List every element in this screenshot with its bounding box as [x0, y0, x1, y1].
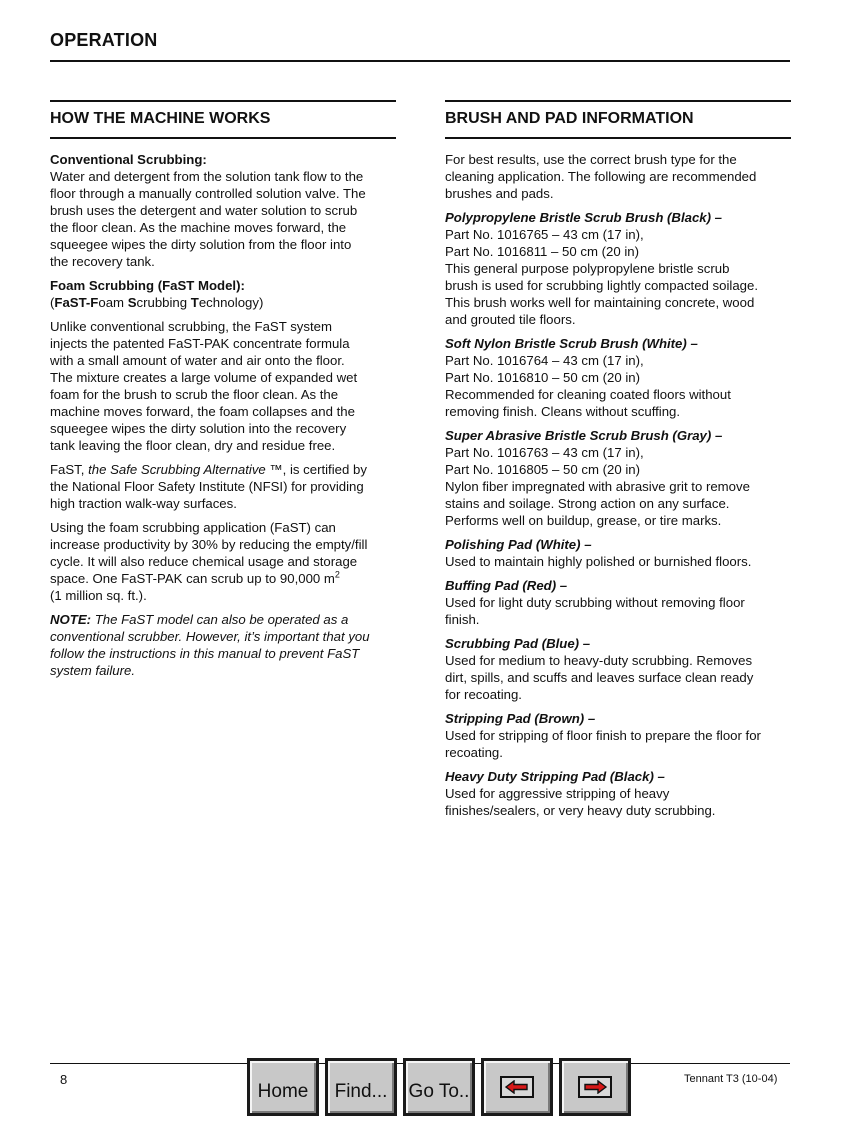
text-line: squeegee wipes the dirty solution from the floor into — [50, 237, 352, 252]
text-fragment: crubbing — [136, 295, 191, 310]
text-line: For best results, use the correct brush type for the — [445, 152, 737, 167]
text-line: finish. — [445, 612, 480, 627]
trademark-slogan: the Safe Scrubbing Alternative ™ — [88, 462, 283, 477]
text-line: foam for the brush to scrub the floor clean. As the — [50, 387, 339, 402]
text-fragment: T — [190, 295, 199, 310]
text-line: finishes/sealers, or very heavy duty scrubbing. — [445, 803, 716, 818]
text-line: for recoating. — [445, 687, 522, 702]
section-rule — [445, 137, 791, 139]
item-heading: Stripping Pad (Brown) – — [445, 711, 596, 726]
note-label: NOTE: — [50, 612, 92, 627]
text-fragment: FaST, — [50, 462, 89, 477]
section-title-how-machine-works: HOW THE MACHINE WORKS — [50, 110, 271, 127]
find-button[interactable]: Find... — [325, 1058, 397, 1116]
text-line: floor through a manually controlled solution valve. The — [50, 186, 366, 201]
text-fragment: space. One FaST-PAK can scrub up to 90,000 m — [50, 571, 335, 586]
text-fragment: echnology) — [198, 295, 264, 310]
text-fragment: ( — [50, 295, 55, 310]
navigation-bar — [247, 1058, 631, 1122]
item-heading: Super Abrasive Bristle Scrub Brush (Gray) – — [445, 428, 723, 443]
text-line: squeegee wipes the dirty solution into the recovery — [50, 421, 347, 436]
text-line: Used for light duty scrubbing without removing floor — [445, 595, 745, 610]
text-line: the floor clean. As the machine moves forward, the — [50, 220, 347, 235]
right-column — [445, 100, 791, 826]
note-paragraph — [50, 611, 396, 679]
text-line: injects the patented FaST-PAK concentrate formula — [50, 336, 350, 351]
section-title-brush-pad-info: BRUSH AND PAD INFORMATION — [445, 110, 694, 127]
text-line: This general purpose polypropylene bristle scrub — [445, 261, 730, 276]
text-line: follow the instructions in this manual to prevent FaST — [50, 646, 360, 661]
section-rule — [50, 100, 396, 102]
pad-item-polishing — [445, 536, 791, 570]
left-column — [50, 100, 396, 686]
next-page-button[interactable] — [559, 1058, 631, 1116]
text-line: the recovery tank. — [50, 254, 155, 269]
pad-item-scrubbing — [445, 635, 791, 703]
text-line: conventional scrubber. However, it’s important that you — [50, 629, 370, 644]
go-to-button[interactable]: Go To.. — [403, 1058, 475, 1116]
conventional-paragraph — [50, 151, 396, 270]
text-line: tank leaving the floor clean, dry and residue free. — [50, 438, 336, 453]
item-heading: Scrubbing Pad (Blue) – — [445, 636, 591, 651]
document-code: Tennant T3 (10-04) — [684, 1073, 778, 1085]
text-line: dirt, spills, and scuffs and leaves surface clean ready — [445, 670, 754, 685]
intro-paragraph — [445, 151, 791, 202]
foam-acronym — [50, 294, 396, 311]
previous-page-button[interactable] — [481, 1058, 553, 1116]
text-line: Used for aggressive stripping of heavy — [445, 786, 670, 801]
text-line: Performs well on buildup, grease, or tire marks. — [445, 513, 722, 528]
text-line: recoating. — [445, 745, 503, 760]
text-fragment: FaST-F — [54, 295, 99, 310]
superscript: 2 — [334, 569, 340, 580]
conventional-heading: Conventional Scrubbing: — [50, 152, 207, 167]
text-line: cycle. It will also reduce chemical usage and storage — [50, 554, 358, 569]
unlike-paragraph — [50, 318, 396, 454]
text-line: and grouted tile floors. — [445, 312, 576, 327]
text-line: brush uses the detergent and water solution to scrub — [50, 203, 358, 218]
text-line: the National Floor Safety Institute (NFSI) for providing — [50, 479, 364, 494]
right-body — [445, 151, 791, 819]
right-arrow-icon — [578, 1076, 612, 1098]
text-line: with a small amount of water and air onto the floor. — [50, 353, 345, 368]
text-line: (1 million sq. ft.). — [50, 588, 147, 603]
text-line: stains and soilage. Strong action on any surface. — [445, 496, 730, 511]
fast-certification-paragraph — [50, 461, 396, 512]
text-line: Part No. 1016763 – 43 cm (17 in), — [445, 445, 644, 460]
item-heading: Polishing Pad (White) – — [445, 537, 592, 552]
text-line: Nylon fiber impregnated with abrasive grit to remove — [445, 479, 750, 494]
text-line: Recommended for cleaning coated floors without — [445, 387, 731, 402]
pad-item-buffing — [445, 577, 791, 628]
item-heading: Buffing Pad (Red) – — [445, 578, 568, 593]
item-heading: Polypropylene Bristle Scrub Brush (Black) – — [445, 210, 723, 225]
text-line — [50, 461, 396, 478]
home-button[interactable]: Home — [247, 1058, 319, 1116]
text-line: increase productivity by 30% by reducing the empty/fill — [50, 537, 368, 552]
pad-item-stripping — [445, 710, 791, 761]
text-line: Using the foam scrubbing application (FaST) can — [50, 520, 336, 535]
text-fragment: oam — [98, 295, 128, 310]
left-arrow-icon — [500, 1076, 534, 1098]
productivity-paragraph — [50, 519, 396, 604]
text-line: Part No. 1016811 – 50 cm (20 in) — [445, 244, 640, 259]
brush-item-soft-nylon — [445, 335, 791, 420]
text-line: brushes and pads. — [445, 186, 554, 201]
brush-item-polypropylene — [445, 209, 791, 328]
item-heading: Heavy Duty Stripping Pad (Black) – — [445, 769, 665, 784]
text-line: machine moves forward, the foam collapses and the — [50, 404, 355, 419]
text-line: brush is used for scrubbing lightly compacted soilage. — [445, 278, 759, 293]
text-line: Water and detergent from the solution tank flow to the — [50, 169, 364, 184]
brush-item-super-abrasive — [445, 427, 791, 529]
header-rule — [50, 60, 790, 62]
text-line: This brush works well for maintaining concrete, wood — [445, 295, 755, 310]
page-number: 8 — [60, 1072, 68, 1087]
text-line: high traction walk-way surfaces. — [50, 496, 237, 511]
section-rule — [445, 100, 791, 102]
text-fragment: , is certified by — [282, 462, 367, 477]
text-line: Unlike conventional scrubbing, the FaST system — [50, 319, 332, 334]
text-line: Used for medium to heavy-duty scrubbing. Removes — [445, 653, 753, 668]
left-body — [50, 151, 396, 679]
page-title: OPERATION — [50, 30, 158, 50]
text-line — [50, 611, 396, 628]
text-fragment: The FaST model can also be operated as a — [91, 612, 349, 627]
foam-heading-block — [50, 277, 396, 311]
text-line: Part No. 1016810 – 50 cm (20 in) — [445, 370, 640, 385]
text-line: removing finish. Cleans without scuffing. — [445, 404, 681, 419]
section-rule — [50, 137, 396, 139]
text-line — [50, 570, 396, 587]
text-line: Part No. 1016805 – 50 cm (20 in) — [445, 462, 640, 477]
text-fragment: S — [127, 295, 137, 310]
text-line: system failure. — [50, 663, 136, 678]
text-line: Used to maintain highly polished or burnished floors. — [445, 554, 752, 569]
text-line: Part No. 1016764 – 43 cm (17 in), — [445, 353, 644, 368]
text-line: The mixture creates a large volume of expanded wet — [50, 370, 358, 385]
foam-heading: Foam Scrubbing (FaST Model): — [50, 278, 245, 293]
text-line: Part No. 1016765 – 43 cm (17 in), — [445, 227, 644, 242]
text-line: cleaning application. The following are recommended — [445, 169, 757, 184]
item-heading: Soft Nylon Bristle Scrub Brush (White) – — [445, 336, 698, 351]
pad-item-heavy-duty-stripping — [445, 768, 791, 819]
text-line: Used for stripping of floor finish to prepare the floor for — [445, 728, 761, 743]
